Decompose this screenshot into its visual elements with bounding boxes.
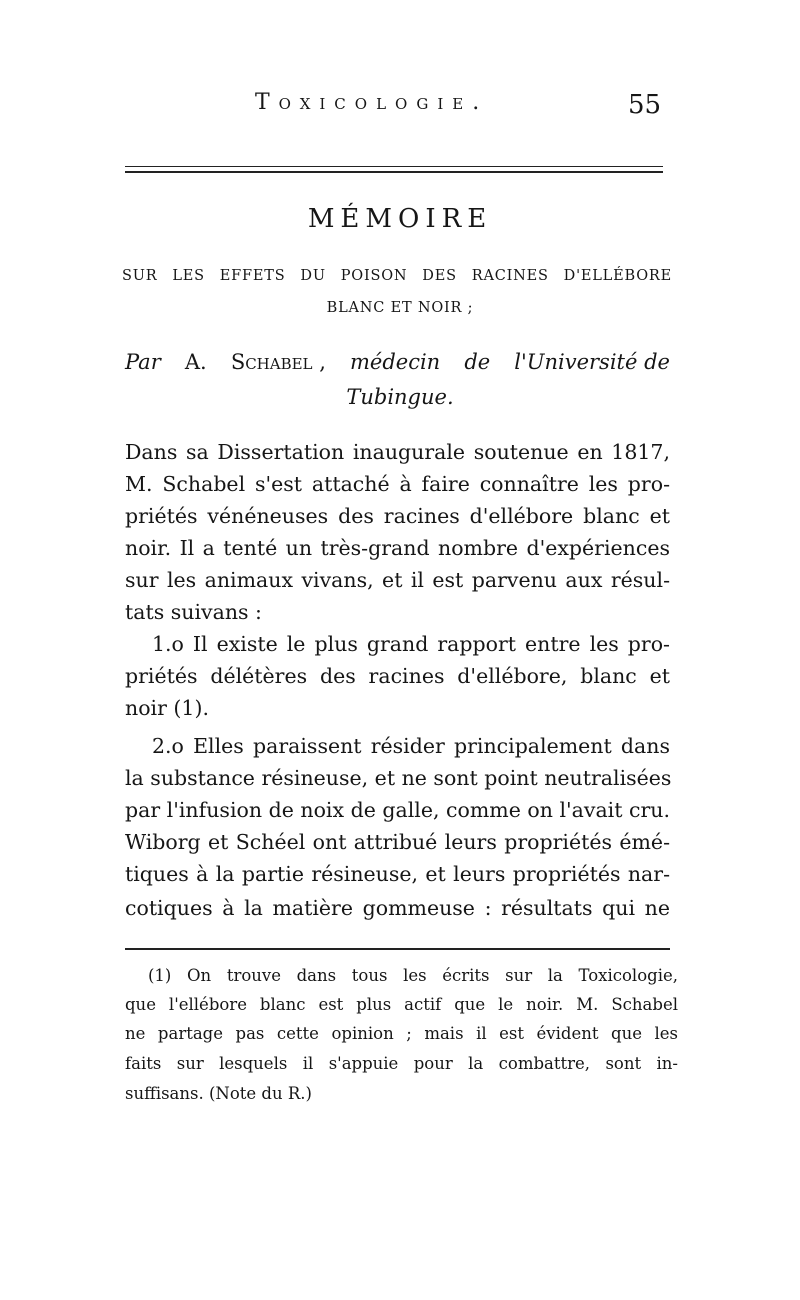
byline-line-1: [125, 350, 670, 374]
body-line: par l'infusion de noix de galle, comme on l'avait cru.: [125, 798, 670, 822]
footnote-line: que l'ellébore blanc est plus actif que le noir. M. Schabel: [125, 995, 678, 1014]
body-line: 1.o Il existe le plus grand rapport entre les pro-: [152, 632, 670, 656]
body-line: Wiborg et Schéel ont attribué leurs propriétés émé-: [125, 830, 670, 854]
byline-institution: l'Université de: [514, 350, 670, 374]
body-line: sur les animaux vivans, et il est parvenu aux résul-: [125, 568, 670, 592]
byline-par: Par: [125, 350, 161, 374]
article-title: MÉMOIRE: [307, 204, 493, 234]
footnote-line: faits sur lesquels il s'appuie pour la combattre, sont in-: [125, 1054, 678, 1073]
body-line: priétés vénéneuses des racines d'ellébore blanc et: [125, 504, 670, 528]
running-title: Toxicologie.: [255, 90, 489, 115]
footnote-line: (1) On trouve dans tous les écrits sur la Toxicologie,: [148, 966, 678, 985]
body-line: cotiques à la matière gommeuse : résultats qui ne: [125, 896, 670, 920]
byline-author-initial: A.: [184, 350, 207, 374]
body-line: priétés délétères des racines d'ellébore, blanc et: [125, 664, 670, 688]
body-line: la substance résineuse, et ne sont point neutralisées: [125, 766, 672, 790]
byline-author-name: Schabel ,: [230, 350, 326, 374]
footnote-line: suffisans. (Note du R.): [125, 1084, 312, 1103]
header-rule: [125, 166, 663, 173]
body-line: Dans sa Dissertation inaugurale soutenue en 1817,: [125, 440, 670, 464]
footnote-line: ne partage pas cette opinion ; mais il est évident que les: [125, 1024, 678, 1043]
byline-role: médecin: [349, 350, 441, 374]
body-line: M. Schabel s'est attaché à faire connaître les pro-: [125, 472, 670, 496]
byline-city: Tubingue.: [346, 385, 454, 409]
body-line: noir (1).: [125, 696, 209, 720]
byline-de: de: [464, 350, 491, 374]
running-head: [0, 90, 800, 130]
page-number: 55: [628, 90, 662, 120]
body-line: 2.o Elles paraissent résider principalement dans: [152, 734, 670, 758]
article-subtitle-line-2: BLANC ET NOIR ;: [326, 300, 474, 316]
body-line: tiques à la partie résineuse, et leurs propriétés nar-: [125, 862, 670, 886]
article-subtitle-line-1: SUR LES EFFETS DU POISON DES RACINES D'ELLÉBORE: [122, 268, 672, 284]
footnote-rule: [125, 948, 670, 950]
body-line: noir. Il a tenté un très-grand nombre d'expériences: [125, 536, 670, 560]
body-line: tats suivans :: [125, 600, 262, 624]
